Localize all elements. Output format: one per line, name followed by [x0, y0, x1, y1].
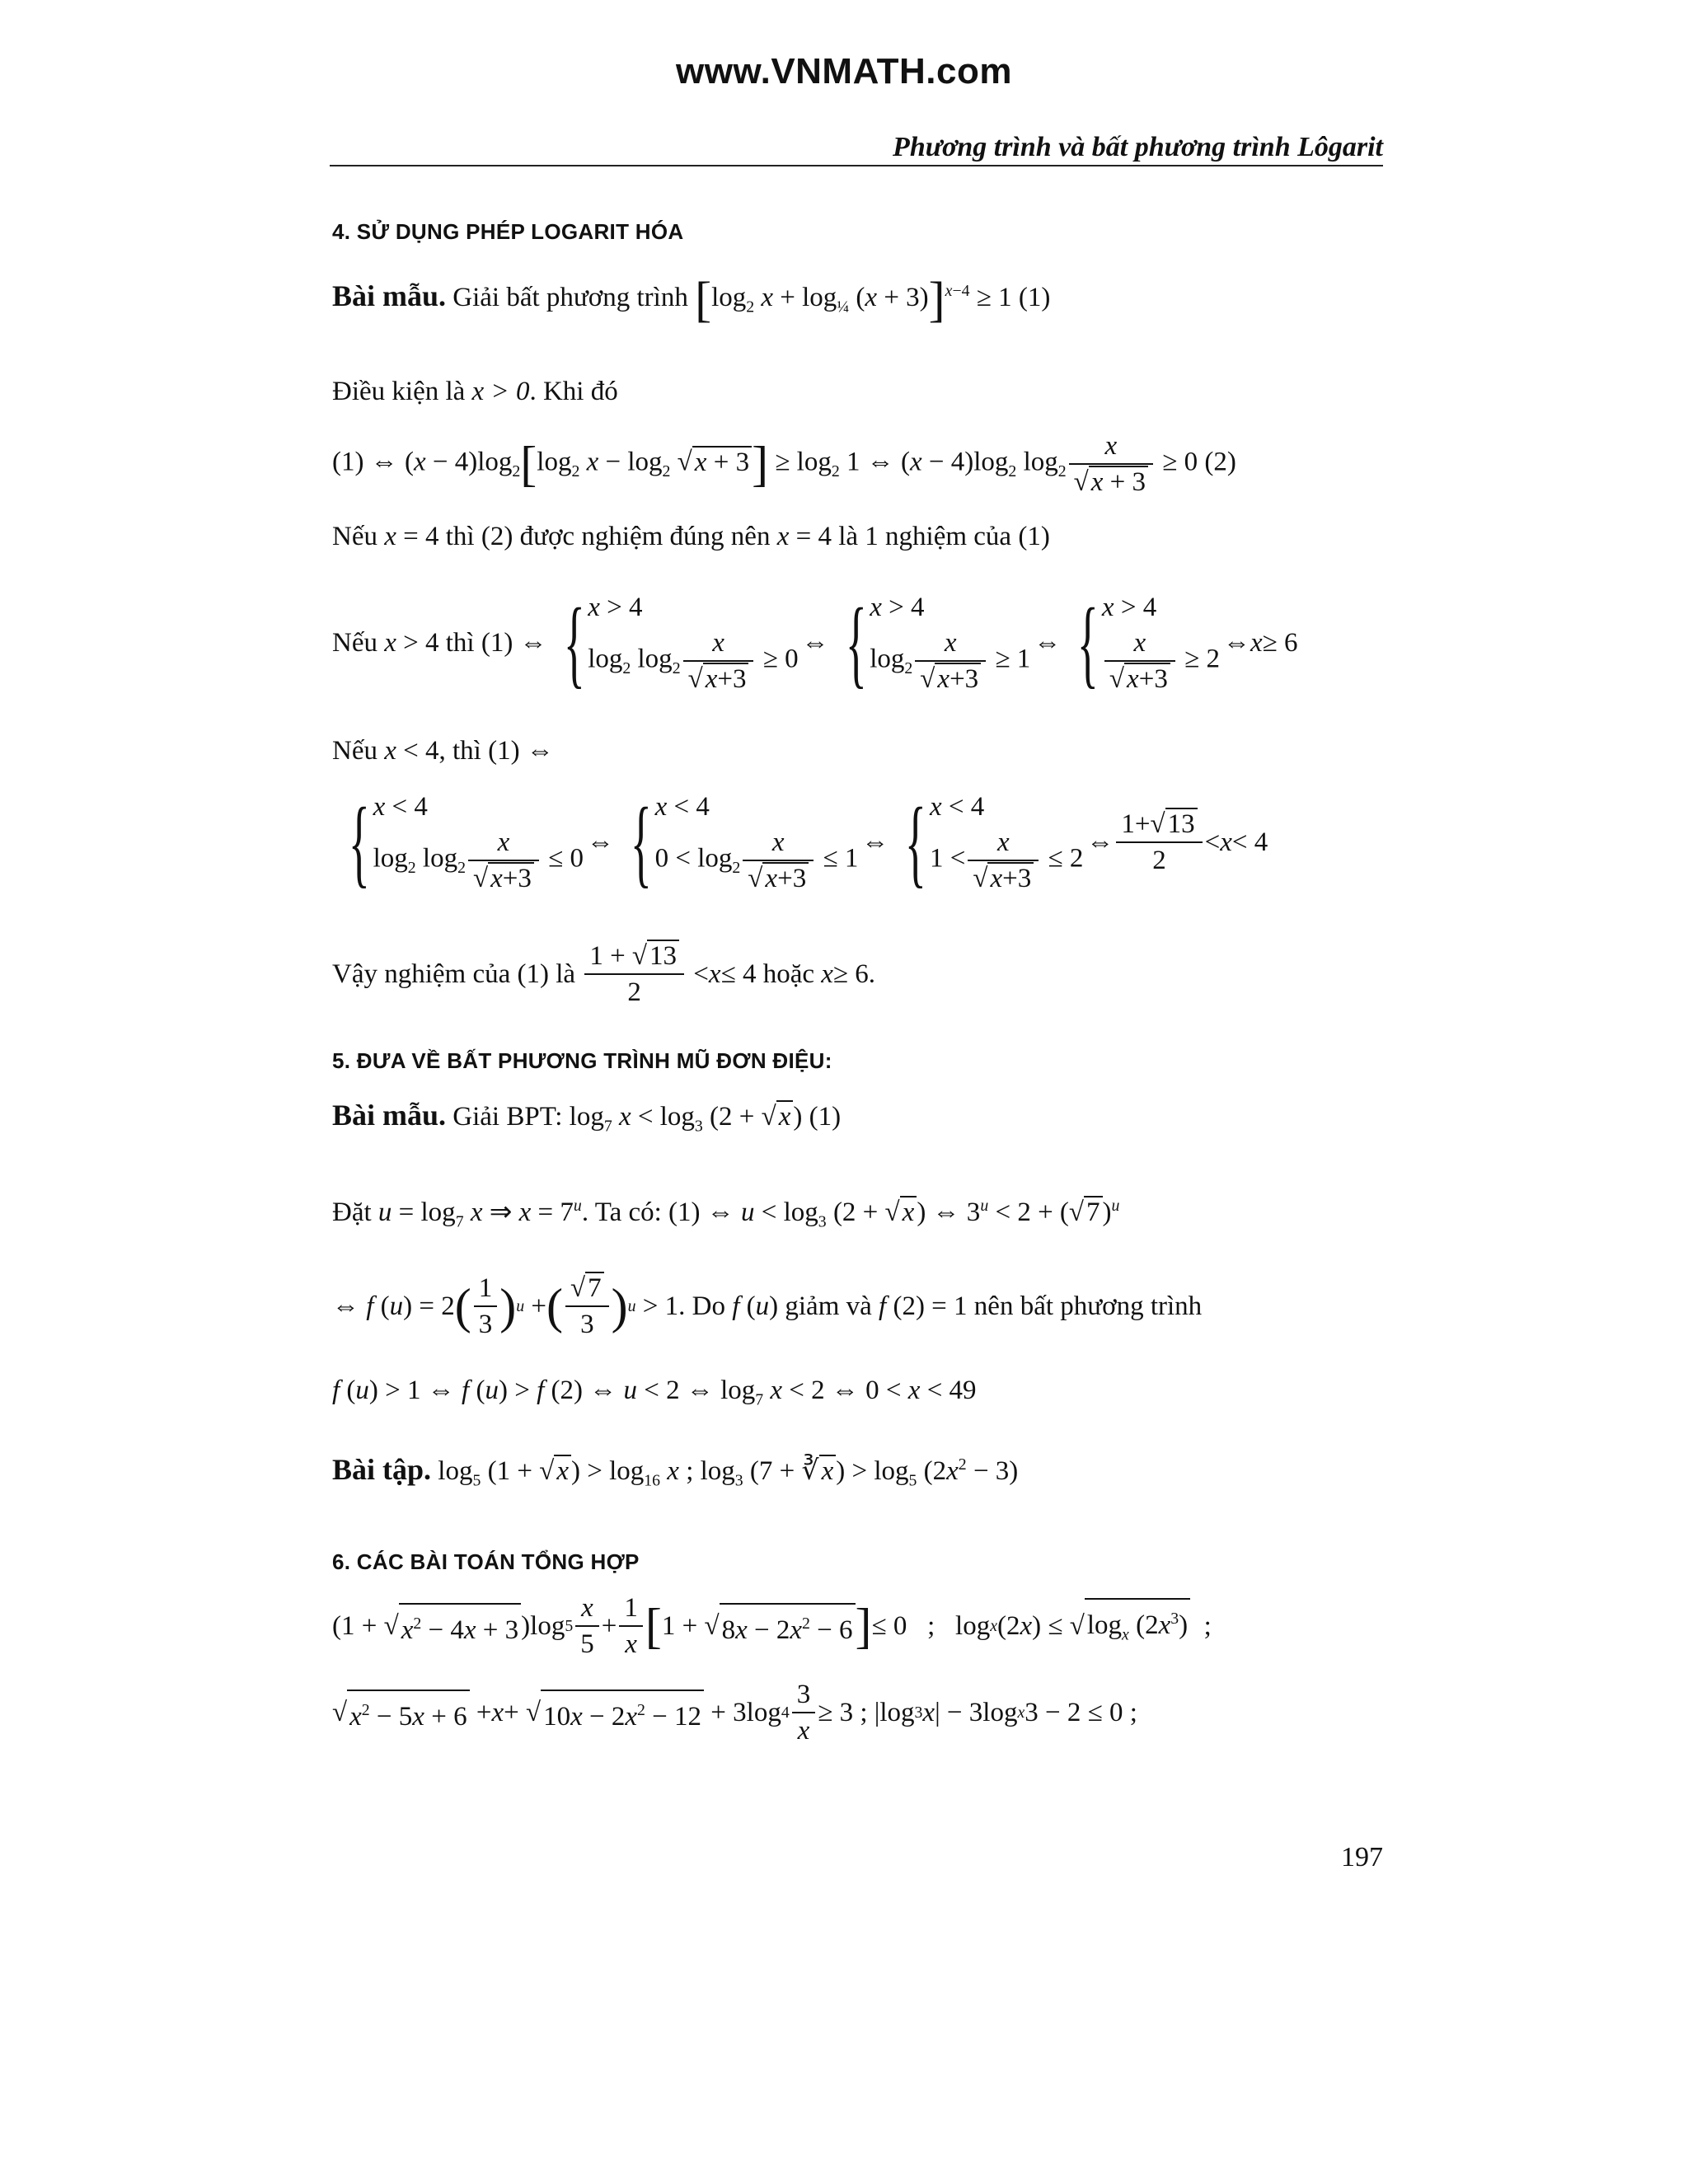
page-number: 197 [1341, 1842, 1383, 1872]
sec5-lead: Bài mẫu. [332, 1099, 447, 1132]
sec4-iflt-word: Nếu [332, 736, 377, 766]
sec4-case-gt: Nếu x > 4 thì (1) ⇔ { x > 4 $\log_2 \log_2$ $\frac{x}{√x+3}$ ≥ 0 ⇔ { x > 4 $\log_2$ $\frac{x}{√x+3}$ ≥ 1 ⇔ { x > 4 $\frac{x}{√x+3}$ ≥ 2 ⇔ x ≥ 6 [332, 588, 1298, 697]
site-watermark: www.VNMATH.com [676, 51, 1012, 91]
section-5-heading: 5. ĐƯA VỀ BẤT PHƯƠNG TRÌNH MŨ ĐƠN ĐIỆU: [332, 1048, 832, 1073]
sec4-if4-tail: thì (2) được nghiệm đúng nên [445, 522, 771, 551]
sec5-dat: Đặt [332, 1197, 372, 1227]
sec4-concl-text: Vậy nghiệm của (1) là [332, 959, 576, 989]
sec4-ifgt-word: Nếu [332, 628, 377, 658]
sec4-case-eq: Nếu x = 4 thì (2) được nghiệm đúng nên x = 4 là 1 nghiệm của (1) [332, 522, 1050, 551]
sec5-do: . Do [678, 1291, 725, 1321]
sec5-prompt: Giải BPT: [452, 1102, 563, 1132]
sec4-condition [332, 373, 1395, 410]
sec6-line2: √ $x^2 - 5x + 6$ + x + √ $10x - 2x^2 - 12$ + 3log 4 $\frac{3}{x}$ ≥ 3 ; |log 3 x | − 3log x 3 − 2 ≤ 0 ; [332, 1673, 1395, 1752]
sec5-nen: nên bất phương trình [973, 1291, 1203, 1321]
sec4-cond-text: Điều kiện là [332, 377, 466, 406]
sec4-case-lt: { x < 4 $\log_2 \log_2$ $\frac{x}{√x+3}$ ≤ 0 ⇔ { x < 4 $0 < \log_2$ $\frac{x}{√x+3}$ ≤ 1 ⇔ { x < 4 1 < $\frac{x}{√x+3}$ ≤ 2 ⇔ $\frac{1+√13}{2}$ < x < 4 [348, 787, 1268, 897]
sec5-taco: . Ta có: (1) [581, 1197, 701, 1227]
section-4-heading: 4. SỬ DỤNG PHÉP LOGARIT HÓA [332, 219, 684, 244]
sec5-function: ⇔ f ( u ) = 2 ( $\frac{1}{3}$ ) u + ( $\frac{√7}{3}$ ) u > 1 . Do f ( u ) giảm và f (2) = 1 nên bất phương trình [332, 1265, 1395, 1347]
sec4-lead: Bài mẫu. [332, 279, 447, 312]
section-6-heading: 6. CÁC BÀI TOÁN TỔNG HỢP [332, 1549, 640, 1574]
sec4-conclusion: Vậy nghiệm của (1) là $\frac{1 + √13}{2}$ < x ≤ 4 hoặc x ≥ 6. [332, 933, 1395, 1015]
sec4-cond-math: x > 0 [471, 377, 530, 406]
sec5-giam: giảm và [785, 1291, 872, 1321]
sec4-iflt-tail: , thì (1) [438, 736, 520, 766]
sec4-problem-formula: [$\log_2$ $x + \log_{\frac{1}{4}} (x + 3)]^{x-4} \ge 1$ (1) [695, 272, 1051, 327]
header-rule [330, 165, 1383, 166]
sec4-prompt: Giải bất phương trình [452, 283, 688, 312]
running-title: Phương trình và bất phương trình Lôgarit [893, 132, 1383, 162]
sec5-exercise-lead: Bài tập. [332, 1453, 432, 1486]
sec5-substitution: Đặt $u = \log_7 x$ ⇒ $x = 7^u$. Ta có: (1) ⇔ $u < \log_3 (2 + √x)$ ⇔ $3^u < 2 + (√7)^u$ [332, 1197, 1120, 1231]
sec4-cond-tail: . Khi đó [529, 377, 618, 406]
sec5-result: f (u) > 1 ⇔ f (u) > f (2) ⇔ u < 2 ⇔ $\log_7 x < 2$ ⇔ 0 < x < 49 [332, 1376, 977, 1409]
sec4-ifgt-tail: thì (1) [445, 628, 513, 658]
sec4-if4-tail2: là 1 nghiệm của (1) [838, 522, 1050, 551]
sec4-concl-or: hoặc [762, 959, 814, 989]
sec5-exercises: Bài tập. $\log_5 (1 + √x) > \log_{16} x$ ; $\log_3 (7$ + ∛x) > $\log_5 (2x^2 - 3)$ [332, 1453, 1019, 1490]
sec4-if-word: Nếu [332, 522, 377, 551]
sec4-case-lt-intro: Nếu x < 4, thì (1) ⇔ [332, 736, 554, 766]
sec4-problem [332, 272, 1395, 326]
sec5-problem: Bài mẫu. Giải BPT: $\log_7 x < \log_3 (2 + √x)$ (1) [332, 1099, 842, 1136]
sec6-line1: (1 + √ $x^2 - 4x + 3$ )log 5 $\frac{x}{5}$ + $\frac{1}{x}$ [ 1 + √ $8x - 2x^2 - 6$ ] ≤ 0 ; log x (2 x ) ≤ √ $\log_x (2x^3)$ ; [332, 1586, 1395, 1666]
sec4-equivalence: (1) ⇔ $(x - 4)\log_2[\log_2$ $x - \log_2 √x + 3] \ge \log_2 1$ ⇔ $(x - 4)\log_2$ $\log_2$ $\frac{x}{√x + 3}$ ≥ 0 (2) [332, 429, 1395, 499]
